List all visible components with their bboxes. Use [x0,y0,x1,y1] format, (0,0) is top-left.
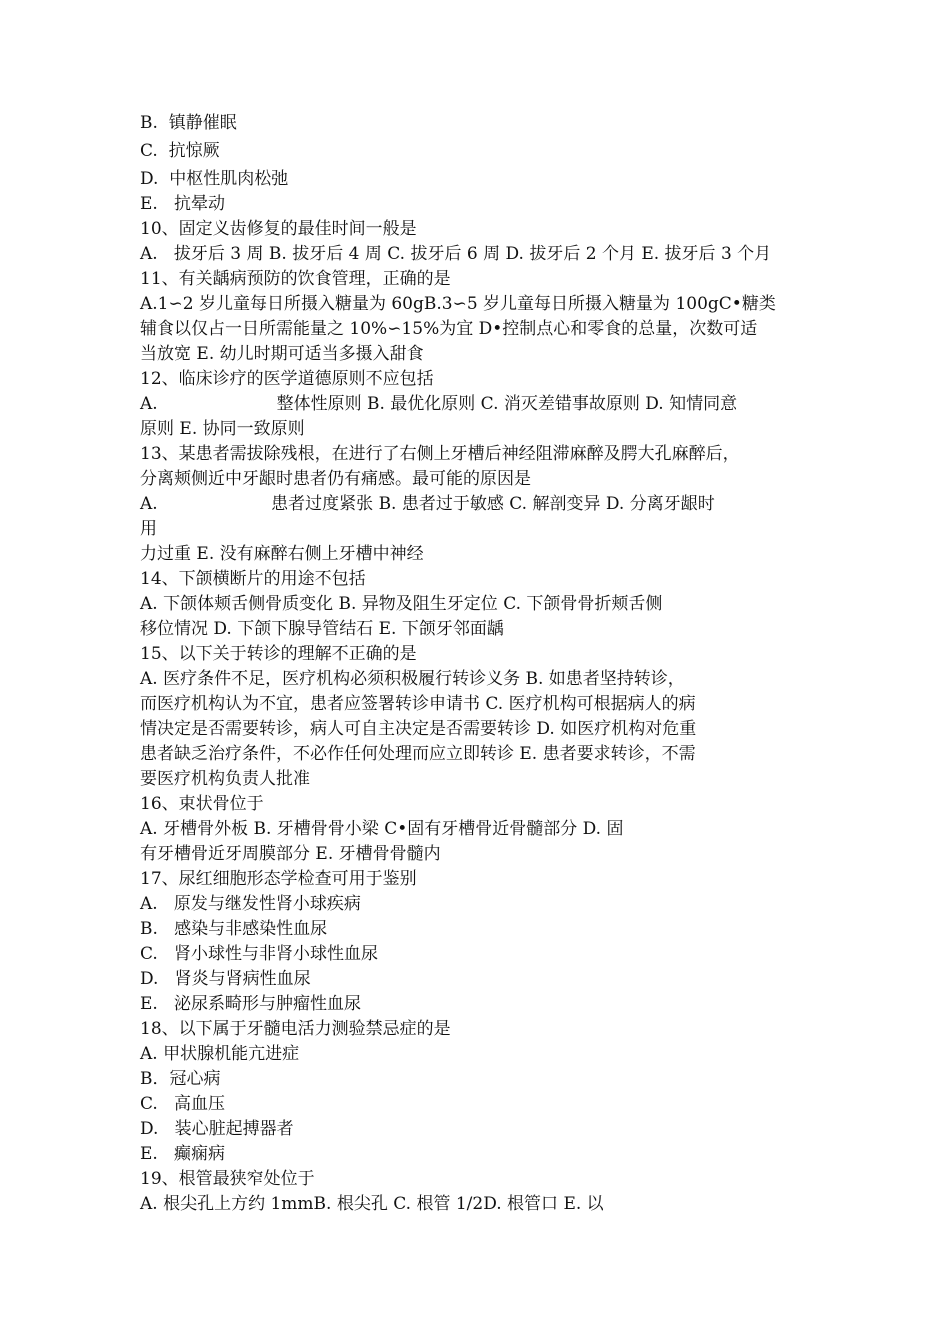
text-line: B. 镇静催眠 [140,113,237,133]
answer-options: 用 [140,519,157,539]
answer-options: 力过重 E. 没有麻醉右侧上牙槽中神经 [140,544,424,564]
answer-option: B. 感染与非感染性血尿 [140,919,328,939]
answer-options: 辅食以仅占一日所需能量之 10%∽15%为宜 D•控制点心和零食的总量，次数可适 [140,319,758,339]
question-title: 17、尿红细胞形态学检查可用于鉴别 [140,869,417,889]
answer-options: A. 整体性原则 B. 最优化原则 C. 消灭差错事故原则 D. 知情同意 [140,394,738,414]
question-title: 11、有关龋病预防的饮食管理，正确的是 [140,269,451,289]
answer-options: 而医疗机构认为不宜，患者应签署转诊申请书 C. 医疗机构可根据病人的病 [140,694,696,714]
question-title: 12、临床诊疗的医学道德原则不应包括 [140,369,434,389]
question-title: 15、以下关于转诊的理解不正确的是 [140,644,417,664]
answer-options: 有牙槽骨近牙周膜部分 E. 牙槽骨骨髓内 [140,844,441,864]
answer-option: E. 癫痫病 [140,1144,226,1164]
answer-option: A. 甲状腺机能亢进症 [140,1044,300,1064]
answer-option: C. 高血压 [140,1094,226,1114]
answer-options: A. 医疗条件不足，医疗机构必须积极履行转诊义务 B. 如患者坚持转诊， [140,669,685,689]
answer-options: 当放宽 E. 幼儿时期可适当多摄入甜食 [140,344,424,364]
question-title: 分离颊侧近中牙龈时患者仍有痛感。最可能的原因是 [140,469,531,489]
answer-option: D. 肾炎与肾病性血尿 [140,969,311,989]
answer-options: A.1∽2 岁儿童每日所摄入糖量为 60gB.3∽5 岁儿童每日所摄入糖量为 100gC•糖类 [140,294,776,314]
answer-options: 原则 E. 协同一致原则 [140,419,305,439]
question-title: 16、束状骨位于 [140,794,264,814]
answer-options: A. 牙槽骨外板 B. 牙槽骨骨小梁 C•固有牙槽骨近骨髓部分 D. 固 [140,819,624,839]
answer-option: E. 泌尿系畸形与肿瘤性血尿 [140,994,362,1014]
answer-options: 要医疗机构负责人批准 [140,769,310,789]
answer-option: D. 装心脏起搏器者 [140,1119,294,1139]
answer-options: A. 患者过度紧张 B. 患者过于敏感 C. 解剖变异 D. 分离牙龈时 [140,494,715,514]
answer-options: A. 根尖孔上方约 1mmB. 根尖孔 C. 根管 1/2D. 根管口 E. 以 [140,1194,604,1214]
answer-options: 情决定是否需要转诊，病人可自主决定是否需要转诊 D. 如医疗机构对危重 [140,719,697,739]
question-title: 13、某患者需拔除残根，在进行了右侧上牙槽后神经阻滞麻醉及腭大孔麻醉后， [140,444,740,464]
answer-option: A. 原发与继发性肾小球疾病 [140,894,361,914]
text-line: C. 抗惊厥 [140,141,220,161]
question-title: 14、下颌横断片的用途不包括 [140,569,366,589]
text-line: E. 抗晕动 [140,194,226,214]
answer-option: C. 肾小球性与非肾小球性血尿 [140,944,379,964]
text-line: D. 中枢性肌肉松弛 [140,169,289,189]
question-title: 19、根管最狭窄处位于 [140,1169,315,1189]
question-title: 18、以下属于牙髓电活力测验禁忌症的是 [140,1019,451,1039]
answer-options: A. 拔牙后 3 周 B. 拔牙后 4 周 C. 拔牙后 6 周 D. 拔牙后 2 个月 E. 拔牙后 3 个月 [140,244,772,264]
answer-option: B．冠心病 [140,1069,221,1089]
question-title: 10、固定义齿修复的最佳时间一般是 [140,219,417,239]
answer-options: 移位情况 D. 下颌下腺导管结石 E. 下颌牙邻面龋 [140,619,504,639]
answer-options: 患者缺乏治疗条件，不必作任何处理而应立即转诊 E. 患者要求转诊，不需 [140,744,696,764]
answer-options: A. 下颌体颊舌侧骨质变化 B. 异物及阻生牙定位 C. 下颌骨骨折颊舌侧 [140,594,663,614]
